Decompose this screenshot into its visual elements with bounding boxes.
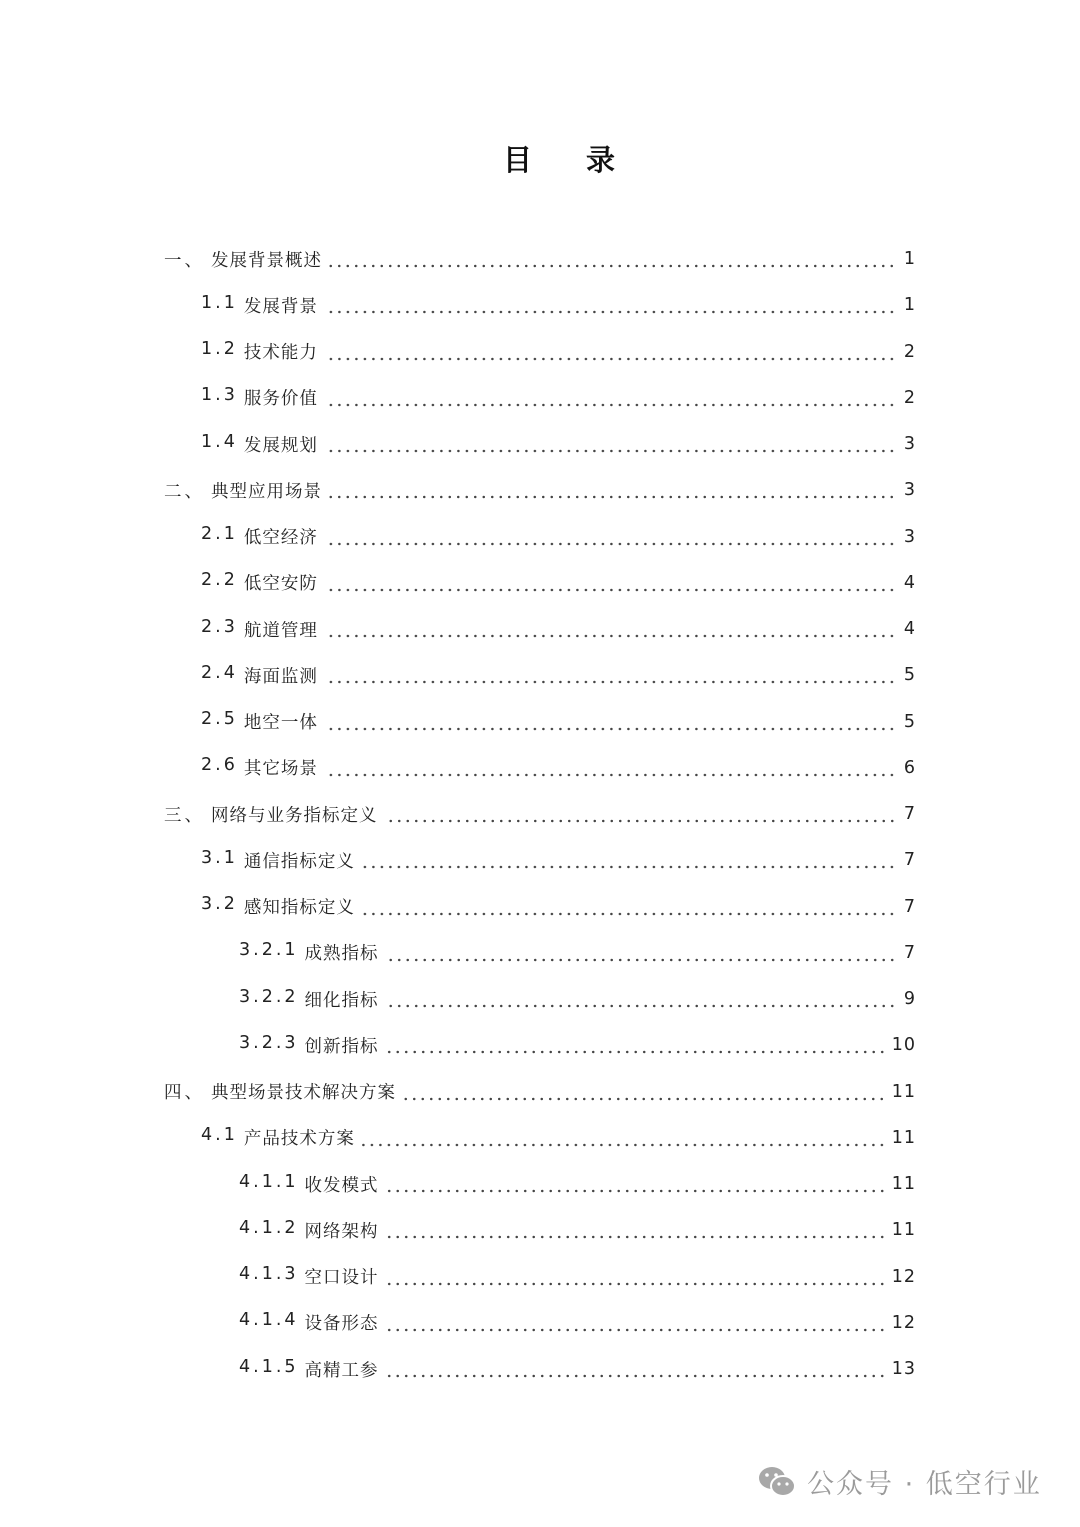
toc-entry[interactable] [0,847,1080,873]
page-number: 1 [903,295,916,316]
dot-leader [361,847,896,873]
toc-entry[interactable] [0,339,1080,365]
page-number: 6 [903,757,916,778]
dot-leader [385,1171,886,1197]
entry-number: 4.1.2 [239,1217,299,1238]
toc-entry[interactable] [0,246,1080,272]
page-number: 7 [903,804,916,824]
dot-leader [361,894,896,920]
entry-title: 发展规划 [243,435,318,456]
watermark [757,1462,1042,1501]
page-number: 4 [903,619,916,639]
entry-title: 技术能力 [243,343,318,363]
page-number: 12 [891,1266,916,1287]
dot-leader [385,1032,886,1058]
dot-leader [384,801,897,827]
page-number: 2 [903,387,916,408]
entry-number: 2.4 [201,662,238,683]
entry-title: 创新指标 [304,1036,379,1057]
toc-entry[interactable] [0,894,1080,920]
dot-leader [385,1264,886,1290]
entry-number: 1.1 [201,292,238,313]
toc-entry[interactable] [0,1310,1080,1336]
entry-number: 三、 [164,805,205,826]
page-number: 5 [903,665,916,686]
entry-title: 地空一体 [243,713,318,733]
entry-number: 1.2 [201,339,238,359]
entry-number: 2.3 [201,616,238,637]
entry-title: 航道管理 [243,620,318,641]
entry-title: 细化指标 [304,990,379,1011]
dot-leader [324,385,896,411]
page-number: 9 [903,989,916,1009]
dot-leader [385,1310,886,1336]
watermark-text: 公众号 · 低空行业 [807,1469,1042,1500]
entry-number: 1.4 [201,431,238,452]
dot-leader [328,246,896,272]
page-number: 12 [891,1312,916,1333]
entry-number: 2.5 [201,709,238,729]
toc-entry[interactable] [0,709,1080,735]
entry-number: 4.1.4 [239,1310,299,1331]
entry-number: 四、 [164,1083,205,1103]
dot-leader [385,940,896,966]
toc-entry[interactable] [0,1264,1080,1290]
dot-leader [324,292,896,318]
entry-title: 低空经济 [243,528,318,548]
dot-leader [324,431,896,457]
wechat-icon [757,1465,797,1499]
page-number: 3 [903,434,916,454]
dot-leader [324,339,896,365]
toc-title: 目 录 [502,143,638,177]
toc-entry[interactable] [0,292,1080,318]
page-number: 7 [903,850,916,871]
entry-number: 一、 [164,250,205,271]
page-number: 3 [903,526,916,547]
toc-entry[interactable] [0,755,1080,781]
entry-number: 3.2 [201,894,238,914]
entry-number: 3.2.2 [239,986,299,1007]
page-number: 5 [903,711,916,732]
dot-leader [324,616,896,642]
entry-title: 成熟指标 [304,944,379,965]
page-number: 10 [891,1035,916,1056]
page-number: 2 [903,341,916,362]
dot-leader [328,477,896,503]
toc-entry[interactable] [0,986,1080,1012]
toc-entry[interactable] [0,431,1080,457]
dot-leader [324,709,896,735]
entry-number: 4.1 [201,1125,238,1146]
entry-title: 高精工参 [304,1360,379,1381]
entry-title: 发展背景概述 [211,250,322,271]
toc-entry[interactable] [0,1217,1080,1243]
entry-title: 产品技术方案 [243,1129,355,1150]
dot-leader [402,1079,886,1105]
page-number: 3 [903,480,916,501]
entry-title: 服务价值 [243,389,318,410]
entry-number: 4.1.5 [239,1356,299,1377]
toc-entry[interactable] [0,801,1080,827]
page-number: 4 [903,572,916,593]
dot-leader [385,1217,886,1243]
toc-entry[interactable] [0,940,1080,966]
entry-title: 设备形态 [304,1314,379,1335]
entry-title: 其它场景 [243,759,318,780]
entry-title: 典型应用场景 [211,481,322,502]
dot-leader [324,570,896,596]
entry-title: 典型场景技术解决方案 [211,1083,396,1103]
entry-number: 2.1 [201,524,238,544]
toc-entry[interactable] [0,616,1080,642]
entry-title: 网络架构 [304,1221,379,1242]
toc-entry[interactable] [0,1356,1080,1382]
dot-leader [324,755,896,781]
entry-title: 通信指标定义 [243,851,355,872]
toc-entry[interactable] [0,1171,1080,1197]
entry-number: 2.2 [201,570,238,591]
page-number: 11 [891,1174,916,1194]
entry-number: 3.2.1 [239,940,299,961]
entry-title: 低空安防 [243,574,318,595]
page-number: 7 [903,896,916,917]
entry-title: 海面监测 [243,666,318,687]
dot-leader [385,986,896,1012]
toc-entry[interactable] [0,570,1080,596]
page-number: 7 [903,942,916,963]
toc-entry[interactable] [0,524,1080,550]
entry-title: 发展背景 [243,296,318,317]
entry-number: 1.3 [201,385,238,406]
entry-number: 4.1.3 [239,1264,299,1284]
toc-entry[interactable] [0,385,1080,411]
dot-leader [324,662,896,688]
entry-title: 收发模式 [304,1175,379,1196]
page-number: 11 [891,1127,916,1148]
dot-leader [361,1125,886,1151]
page-number: 1 [903,249,916,269]
dot-leader [385,1356,886,1382]
entry-number: 2.6 [201,755,238,776]
toc-entry[interactable] [0,477,1080,503]
entry-number: 3.1 [201,847,238,868]
entry-title: 感知指标定义 [243,898,355,918]
page-number: 11 [891,1081,916,1102]
entry-title: 空口设计 [304,1268,379,1288]
page-number: 11 [891,1220,916,1241]
dot-leader [324,524,896,550]
toc-entry[interactable] [0,1079,1080,1105]
toc-entry[interactable] [0,1032,1080,1058]
entry-number: 4.1.1 [239,1171,299,1192]
toc-entry[interactable] [0,662,1080,688]
entry-number: 3.2.3 [239,1032,299,1053]
toc-entry[interactable] [0,1125,1080,1151]
page-number: 13 [891,1359,916,1379]
entry-title: 网络与业务指标定义 [211,805,378,826]
entry-number: 二、 [164,481,205,502]
